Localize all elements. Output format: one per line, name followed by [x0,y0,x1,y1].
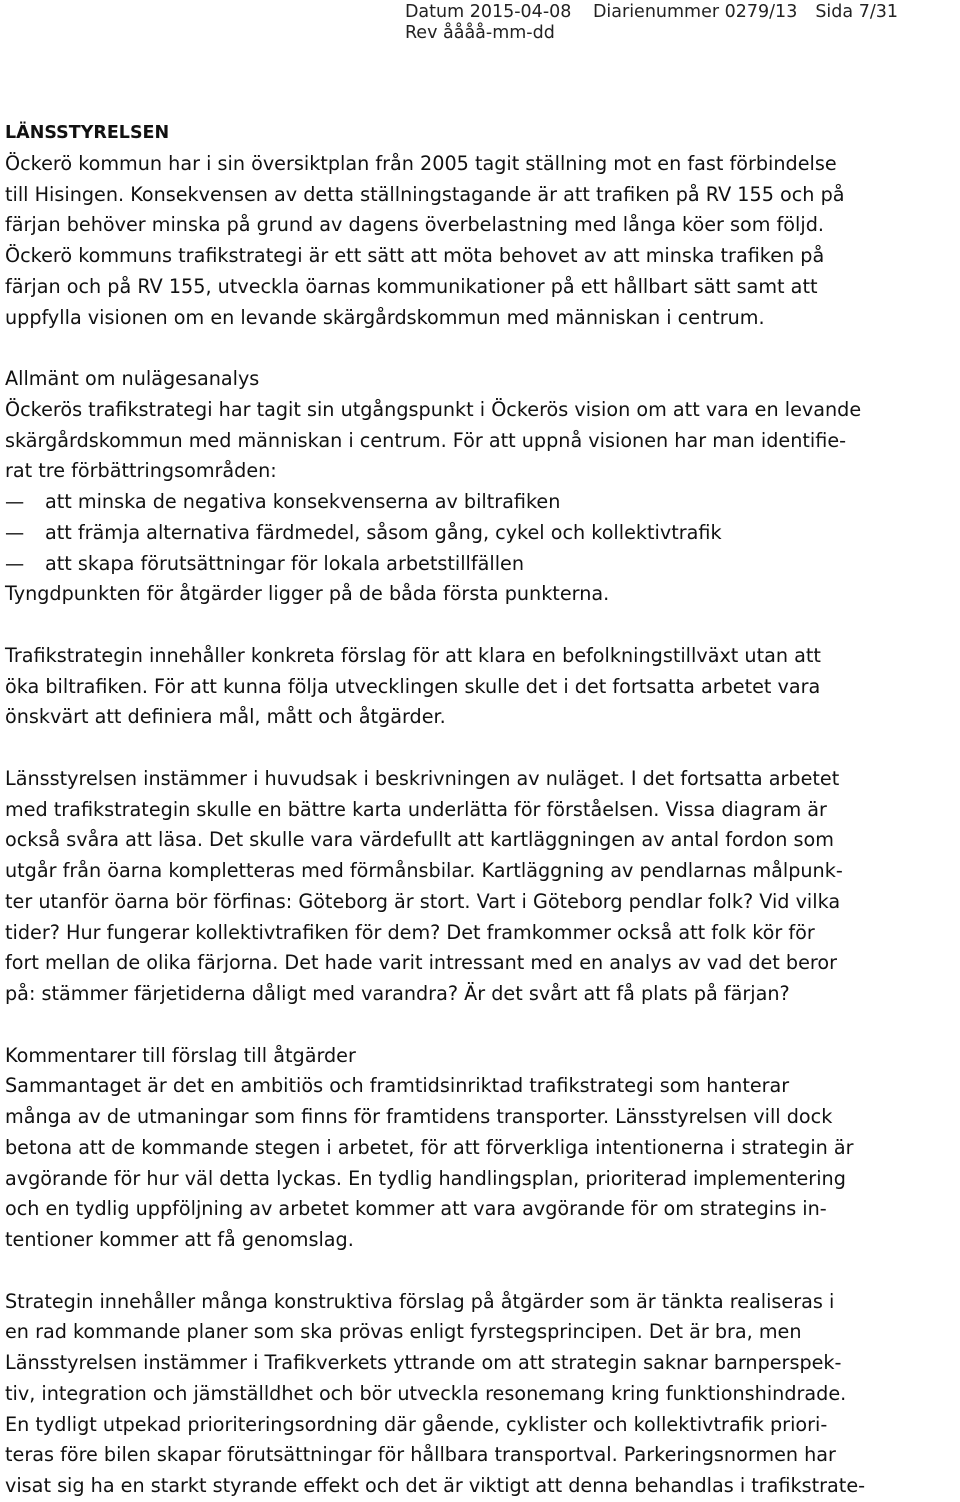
text-line: avgörande för hur väl detta lyckas. En tydlig handlingsplan, prioriterad implementering [5,1166,846,1190]
header-date: Datum 2015-04-08 [404,2,572,22]
text-line: Öckerö kommuns trafikstrategi är ett sätt att möta behovet av att minska trafiken på [5,244,825,267]
text-line: tiv, integration och jämställdhet och bör utveckla resonemang kring funktionshindrade. [5,1381,847,1405]
dash-bullet: — [5,520,25,544]
text-line: fort mellan de olika färjorna. Det hade varit intressant med en analys av vad det beror [5,951,838,975]
header-row [405,2,898,23]
text-line: och en tydlig uppföljning av arbetet kommer att vara avgörande för om strategins in- [5,1197,827,1221]
document-body [5,118,955,1502]
subheading-current-state: Allmänt om nulägesanalys [5,367,260,390]
text-line: En tydligt utpekad prioriteringsordning där gående, cyklister och kollektivtrafik priori- [5,1412,828,1436]
text-line: på: stämmer färjetiderna dåligt med varandra? Är det svårt att få plats på färjan? [5,982,790,1005]
paragraph-county-opinion [5,764,955,1010]
paragraph-comments [5,1071,955,1256]
improvement-list [5,487,955,579]
paragraph-gap [5,333,955,364]
paragraph-gap [5,610,955,641]
header-page-number: Sida 7/31 [815,2,898,22]
text-line: Strategin innehåller många konstruktiva förslag på åtgärder som är tänkta realiseras i [5,1289,835,1313]
text-line: öka biltrafiken. För att kunna följa utvecklingen skulle det i det fortsatta arbetet vara [5,674,821,698]
text-line: visat sig ha en starkt styrande effekt och det är viktigt att denna behandlas i trafikstrate- [5,1474,866,1497]
list-item-text: att främja alternativa färdmedel, såsom gång, cykel och kollektivtrafik [45,520,722,544]
list-item-text: att skapa förutsättningar för lokala arbetstillfällen [45,551,524,575]
text-line: tentioner kommer att få genomslag. [5,1228,354,1251]
paragraph-strategy-content [5,641,955,733]
text-line: utgår från öarna kompletteras med förmånsbilar. Kartläggning av pendlarnas målpunk- [5,859,843,882]
text-line: tider? Hur fungerar kollektivtrafiken för dem? Det framkommer också att folk kör för [5,920,815,944]
paragraph-gap [5,1010,955,1041]
text-line: rat tre förbättringsområden: [5,459,277,483]
text-line: uppfylla visionen om en levande skärgårdskommun med människan i centrum. [5,305,765,329]
paragraph-gap [5,1256,955,1287]
list-item [5,487,955,518]
text-line: betona att de kommande stegen i arbetet, för att förverkliga intentionerna i strategin är [5,1135,854,1159]
list-item-text: att minska de negativa konsekvenserna av biltrafiken [45,490,561,513]
text-line: skärgårdskommun med människan i centrum. För att uppnå visionen har man identifie- [5,428,847,452]
text-line: färjan behöver minska på grund av dagens överbelastning med långa köer som följd. [5,213,824,237]
dash-bullet: — [5,490,25,513]
list-item [5,518,955,549]
paragraph-gap [5,733,955,764]
text-line: med trafikstrategin skulle en bättre karta underlätta för förståelsen. Vissa diagram är [5,797,827,821]
header-revision: Rev åååå-mm-dd [404,23,555,43]
text-line: Öckerös trafikstrategi har tagit sin utgångspunkt i Öckerös vision om att vara en levande [5,397,862,421]
header-diary-number: Diarienummer 0279/13 [592,2,798,22]
paragraph-current-state [5,395,955,487]
list-item [5,549,955,580]
text-line: många av de utmaningar som finns för framtidens transporter. Länsstyrelsen vill dock [5,1105,833,1128]
paragraph-intro [5,149,955,334]
text-line: färjan och på RV 155, utveckla öarnas kommunikationer på ett hållbart sätt samt att [5,274,818,298]
text-line: Trafikstrategin innehåller konkreta förslag för att klara en befolkningstillväxt utan att [5,643,821,667]
text-line: Tyngdpunkten för åtgärder ligger på de båda första punkterna. [5,582,610,606]
paragraph-measures [5,1287,955,1502]
dash-bullet: — [5,551,25,575]
section-title: LÄNSSTYRELSEN [5,123,170,143]
text-line: också svåra att läsa. Det skulle vara värdefullt att kartläggningen av antal fordon som [5,828,834,852]
text-line: Öckerö kommun har i sin översiktplan från 2005 tagit ställning mot en fast förbindelse [5,151,837,175]
text-line: teras före bilen skapar förutsättningar för hållbara transportval. Parkeringsnormen har [5,1443,836,1467]
page-header [405,2,898,44]
text-line: ter utanför öarna bör förfinas: Göteborg är stort. Vart i Göteborg pendlar folk? Vid vilka [5,889,841,913]
text-line: Sammantaget är det en ambitiös och framtidsinriktad trafikstrategi som hanterar [5,1074,790,1098]
text-line: till Hisingen. Konsekvensen av detta ställningstagande är att trafiken på RV 155 och på [5,182,845,206]
text-line: önskvärt att definiera mål, mått och åtgärder. [5,705,446,729]
subheading-comments: Kommentarer till förslag till åtgärder [5,1043,356,1067]
text-line: en rad kommande planer som ska prövas enligt fyrstegsprincipen. Det är bra, men [5,1320,802,1344]
text-line: Länsstyrelsen instämmer i Trafikverkets yttrande om att strategin saknar barnperspek- [5,1351,842,1374]
text-line: Länsstyrelsen instämmer i huvudsak i beskrivningen av nuläget. I det fortsatta arbetet [5,766,840,790]
